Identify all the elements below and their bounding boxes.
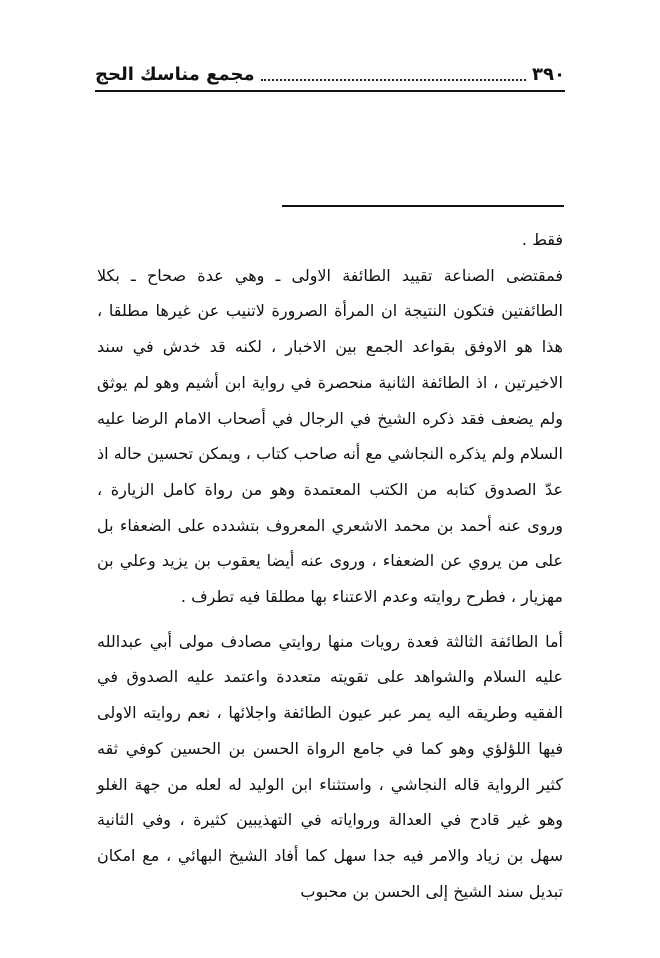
header-rule: [95, 90, 565, 92]
page-body: [97, 222, 563, 909]
header-leader-dots: [261, 67, 526, 81]
footnote-separator: [282, 205, 564, 207]
page-number: ٣٩٠: [532, 63, 565, 85]
paragraph: فمقتضى الصناعة تقييد الطائفة الاولى ـ وهي عدة صحاح ـ بكلا الطائفتين فتكون النتيجة ان المرأة الصرورة لاتنيب عن غيرها مطلقا ، هذا هو الاوفق بقواعد الجمع بين الاخبار ، لكنه قد خدش في سند الاخيرتين ، اذ الطائفة الثانية منحصرة في رواية ابن أشيم وهو لم يوثق ولم يضعف فقد ذكره الشيخ في الرجال في أصحاب الامام الرضا عليه السلام ولم يذكره النجاشي مع أنه صاحب كتاب ، ويمكن تحسين حاله اذ عدّ الصدوق كتابه من الكتب المعتمدة وهو من رواة كامل الزيارة ، وروى عنه أحمد بن محمد الاشعري المعروف بتشدده على الضعفاء بل على من يروي عن الضعفاء ، وروى عنه أيضا يعقوب بن يزيد وعلي بن مهزيار ، فطرح روايته وعدم الاعتناء بها مطلقا فيه تطرف .: [97, 265, 563, 607]
running-title: مجمع مناسك الحج: [95, 63, 255, 85]
running-header: [95, 60, 565, 88]
paragraph: أما الطائفة الثالثة فعدة رويات منها روايتي مصادف مولى أبي عبدالله عليه السلام والشواهد على تقويته متعددة واعتمد عليه الصدوق في الفقيه وطريقه اليه يمر عبر عيون الطائفة واجلائها ، نعم روايته الاولى فيها اللؤلؤي وهو كما في جامع الرواة الحسن بن الحسين كوفي ثقه كثير الرواية قاله النجاشي ، واستثناء ابن الوليد له لعله من جهة الغلو وهو غير قادح في العدالة ورواياته في التهذيبين كثيرة ، وفي الثانية سهل بن زياد والامر فيه جدا سهل كما أفاد الشيخ البهائي ، مع امكان تبديل سند الشيخ إلى الحسن بن محبوب: [97, 631, 563, 901]
paragraph: فقط .: [521, 230, 563, 249]
